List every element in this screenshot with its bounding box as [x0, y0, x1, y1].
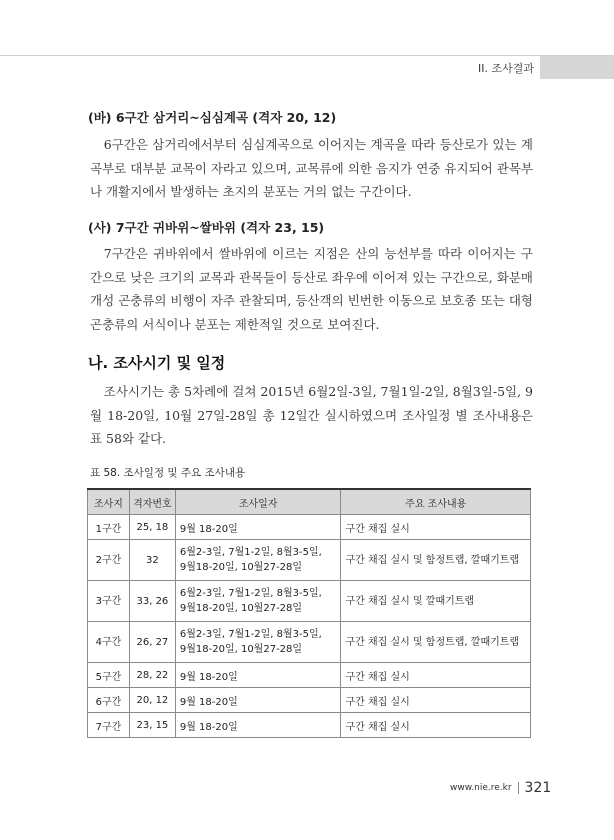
row-date-line1: 6월2-3일, 7월1-2일, 8월3-5일, — [179, 629, 322, 640]
row-content: 구간 채집 실시 및 함정트랩, 깔때기트랩 — [341, 622, 531, 663]
row-site: 6구간 — [88, 688, 130, 713]
row-site: 5구간 — [88, 663, 130, 688]
header-content: 주요 조사내용 — [341, 489, 531, 515]
row-date-line1: 6월2-3일, 7월1-2일, 8월3-5일, — [179, 547, 322, 558]
row-site: 1구간 — [88, 515, 130, 540]
row-date: 9월 18-20일 — [175, 663, 341, 688]
chapter-tab-shade — [540, 56, 614, 79]
footer-divider — [518, 782, 519, 794]
footer-url: www.nie.re.kr — [450, 783, 512, 793]
row-date: 9월 18-20일 — [175, 688, 341, 713]
row-date: 9월 18-20일 — [175, 515, 341, 540]
table-row — [88, 581, 531, 622]
survey-schedule-table — [87, 488, 531, 738]
row-content: 구간 채집 실시 — [341, 688, 531, 713]
row-date: 9월 18-20일 — [175, 713, 341, 738]
row-grid: 20, 12 — [129, 688, 175, 713]
header-grid: 격자번호 — [129, 489, 175, 515]
row-date-line2: 9월18-20일, 10월27-28일 — [179, 603, 303, 614]
row-site: 2구간 — [88, 540, 130, 581]
main-section-body: 조사시기는 총 5차례에 걸쳐 2015년 6월2일-3일, 7월1일-2일, 8월3일-5일, 9월 18-20일, 10월 27일-28일 총 12일간 실시하였으며 조사일정 별 조사내용은 표 58와 같다. — [90, 384, 533, 446]
row-date-line2: 9월18-20일, 10월27-28일 — [179, 562, 303, 573]
table-caption: 표 58. 조사일정 및 주요 조사내용 — [90, 467, 246, 479]
chapter-title: II. 조사결과 — [478, 61, 534, 75]
row-site: 3구간 — [88, 581, 130, 622]
row-date-line1: 6월2-3일, 7월1-2일, 8월3-5일, — [179, 588, 322, 599]
section-body-7: 7구간은 귀바위에서 쌀바위에 이르는 지점은 산의 능선부를 따라 이어지는 구간으로 낮은 크기의 교목과 관목들이 등산로 좌우에 이어져 있는 구간으로, 화분매개성 곤충류의 비행이 자주 관찰되며, 등산객의 빈번한 이동으로 보호종 또는 대형 곤충류의 서식이나 분포는 제한적일 것으로 보여진다. — [90, 246, 533, 332]
row-content: 구간 채집 실시 — [341, 713, 531, 738]
row-grid: 32 — [129, 540, 175, 581]
page-footer — [450, 780, 551, 796]
table-row — [88, 688, 531, 713]
table-row — [88, 713, 531, 738]
section-heading-6: (바) 6구간 삼거리~심심계곡 (격자 20, 12) — [88, 110, 337, 125]
row-content: 구간 채집 실시 및 깔때기트랩 — [341, 581, 531, 622]
row-grid: 25, 18 — [129, 515, 175, 540]
table-row — [88, 622, 531, 663]
row-site: 4구간 — [88, 622, 130, 663]
row-grid: 33, 26 — [129, 581, 175, 622]
row-site: 7구간 — [88, 713, 130, 738]
row-content: 구간 채집 실시 및 함정트랩, 깔때기트랩 — [341, 540, 531, 581]
table-row — [88, 515, 531, 540]
row-grid: 23, 15 — [129, 713, 175, 738]
table-row — [88, 663, 531, 688]
section-heading-7: (사) 7구간 귀바위~쌀바위 (격자 23, 15) — [88, 220, 325, 235]
chapter-tab — [470, 56, 614, 79]
main-section-heading: 나. 조사시기 및 일정 — [88, 354, 226, 372]
table-row — [88, 540, 531, 581]
row-date — [175, 622, 341, 663]
header-site: 조사지 — [88, 489, 130, 515]
row-grid: 26, 27 — [129, 622, 175, 663]
header-date: 조사일자 — [175, 489, 341, 515]
section-body-6: 6구간은 삼거리에서부터 심심계곡으로 이어지는 계곡을 따라 등산로가 있는 계곡부로 대부분 교목이 자라고 있으며, 교목류에 의한 음지가 연중 유지되어 관목부나 개활지에서 발생하는 초지의 분포는 거의 없는 구간이다. — [90, 137, 533, 199]
row-date — [175, 581, 341, 622]
row-grid: 28, 22 — [129, 663, 175, 688]
page-number: 321 — [524, 780, 552, 796]
row-date — [175, 540, 341, 581]
row-content: 구간 채집 실시 — [341, 515, 531, 540]
row-date-line2: 9월18-20일, 10월27-28일 — [179, 644, 303, 655]
row-content: 구간 채집 실시 — [341, 663, 531, 688]
table-header-row — [88, 489, 531, 515]
